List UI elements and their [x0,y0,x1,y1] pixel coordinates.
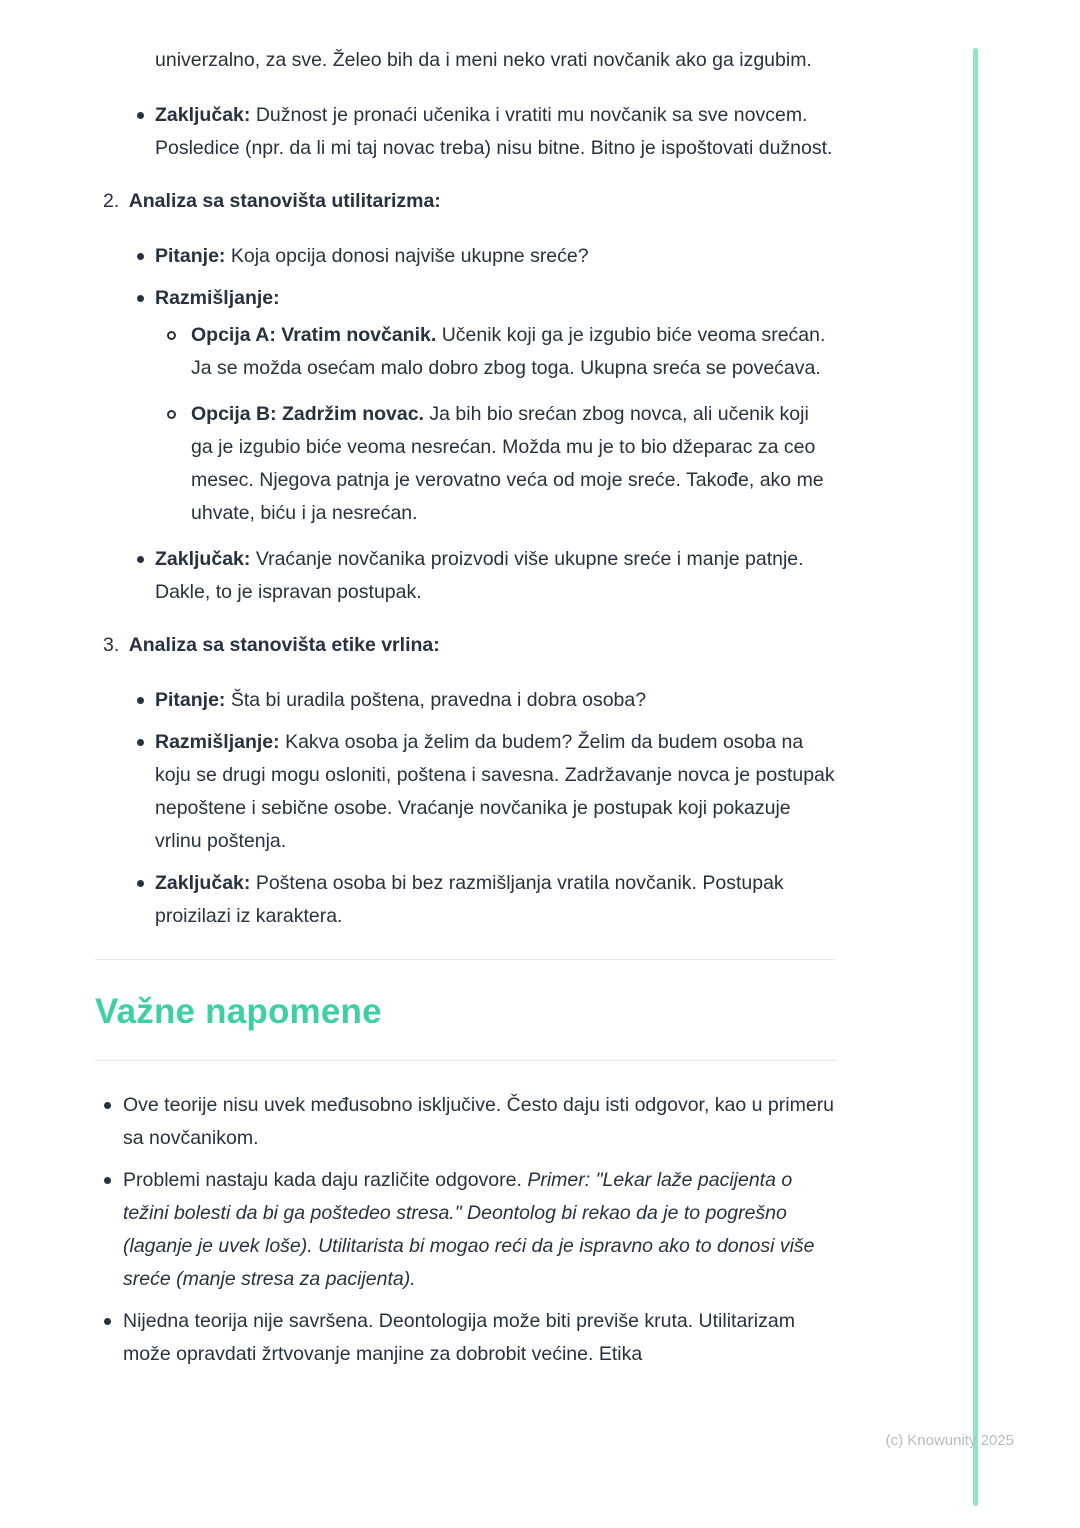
item-text: Problemi nastaju kada daju različite odgovore. [123,1169,522,1191]
list-item [127,684,835,717]
item-label: Pitanje: [155,245,226,267]
item-label: Opcija B: Zadržim novac. [191,403,424,425]
item-label: Pitanje: [155,689,226,711]
section-number: 3. [103,634,120,656]
item-text: Ja bih bio srećan zbog novca, ali učenik koji ga je izgubio biće veoma nesrećan. Možda mu je to bio džeparac za ceo mesec. Njegova patnja je verovatno veća od moje sreće. Takođe, ako me uhvate, biću i ja nesrećan. [191,403,824,524]
item-label: Razmišljanje: [155,287,280,309]
item-label: Zaključak: [155,104,251,126]
item-label: Zaključak: [155,548,251,570]
item-text: Učenik koji ga je izgubio biće veoma srećan. Ja se možda osećam malo dobro zbog toga. Ukupna sreća se povećava. [191,324,826,379]
list-item [155,398,835,530]
section-number: 2. [103,190,120,212]
list-item [95,1089,835,1155]
bullet-icon [137,697,144,704]
document-content [95,44,835,1380]
bullet-icon [137,556,144,563]
bullet-icon [104,1102,111,1109]
list-item [127,867,835,933]
item-text: Kakva osoba ja želim da budem? Želim da budem osoba na koju se drugi mogu osloniti, poštena i savesna. Zadržavanje novca je postupak nepoštene i sebične osobe. Vraćanje novčanika je postupak koji pokazuje vrlinu poštenja. [155,731,835,852]
list-item [127,726,835,858]
section-heading: Analiza sa stanovišta etike vrlina: [128,634,440,656]
item-label: Razmišljanje: [155,731,280,753]
continuation-paragraph: univerzalno, za sve. Želeo bih da i meni neko vrati novčanik ako ga izgubim. [155,49,812,71]
circle-bullet-icon [167,410,176,419]
item-label: Zaključak: [155,872,251,894]
bullet-icon [137,253,144,260]
item-text: Šta bi uradila poštena, pravedna i dobra osoba? [230,689,647,711]
list-item [127,99,835,165]
item-text: Poštena osoba bi bez razmišljanja vratila novčanik. Postupak proizilazi iz karaktera. [155,872,784,927]
notes-heading: Važne napomene [95,992,382,1031]
list-item [95,1305,835,1371]
notes-list [95,1089,835,1371]
item-text: Vraćanje novčanika proizvodi više ukupne sreće i manje patnje. Dakle, to je ispravan postupak. [155,548,804,603]
section-divider [95,959,835,960]
list-item [95,1164,835,1296]
item-label: Opcija A: Vratim novčanik. [191,324,437,346]
list-item [155,319,835,385]
list-item [127,282,835,530]
accent-vertical-line [973,48,978,1506]
section-heading: Analiza sa stanovišta utilitarizma: [128,190,441,212]
list-item [127,240,835,273]
watermark-text: (c) Knowunity 2025 [885,1432,1014,1449]
section-title-virtue-ethics [95,629,835,662]
bullet-icon [104,1318,111,1325]
item-text: Dužnost je pronaći učenika i vratiti mu novčanik sa sve novcem. Posledice (npr. da li mi taj novac treba) nisu bitne. Bitno je ispoštovati dužnost. [155,104,833,159]
item-text-italic: Primer: "Lekar laže pacijenta o težini bolesti da bi ga poštedeo stresa." Deontolog bi rekao da je to pogrešno (laganje je uvek loše). Utilitarista bi mogao reći da je ispravno ako to donosi više sreće (manje stresa za pacijenta). [123,1169,815,1290]
options-sublist [155,319,835,530]
utilitarianism-list [127,240,835,609]
list-item [127,543,835,609]
circle-bullet-icon [167,331,176,340]
bullet-icon [137,295,144,302]
heading-underline-divider [95,1060,835,1061]
virtue-ethics-list [127,684,835,933]
bullet-icon [104,1177,111,1184]
bullet-icon [137,880,144,887]
item-text: Nijedna teorija nije savršena. Deontologija može biti previše kruta. Utilitarizam može opravdati žrtvovanje manjine za dobrobit većine. Etika [123,1310,795,1365]
bullet-icon [137,739,144,746]
item-text: Ove teorije nisu uvek međusobno isključive. Često daju isti odgovor, kao u primeru sa novčanikom. [123,1094,835,1149]
bullet-icon [137,112,144,119]
item-text: Koja opcija donosi najviše ukupne sreće? [230,245,589,267]
deontology-conclusion-list [127,99,835,165]
section-title-utilitarianism [95,185,835,218]
